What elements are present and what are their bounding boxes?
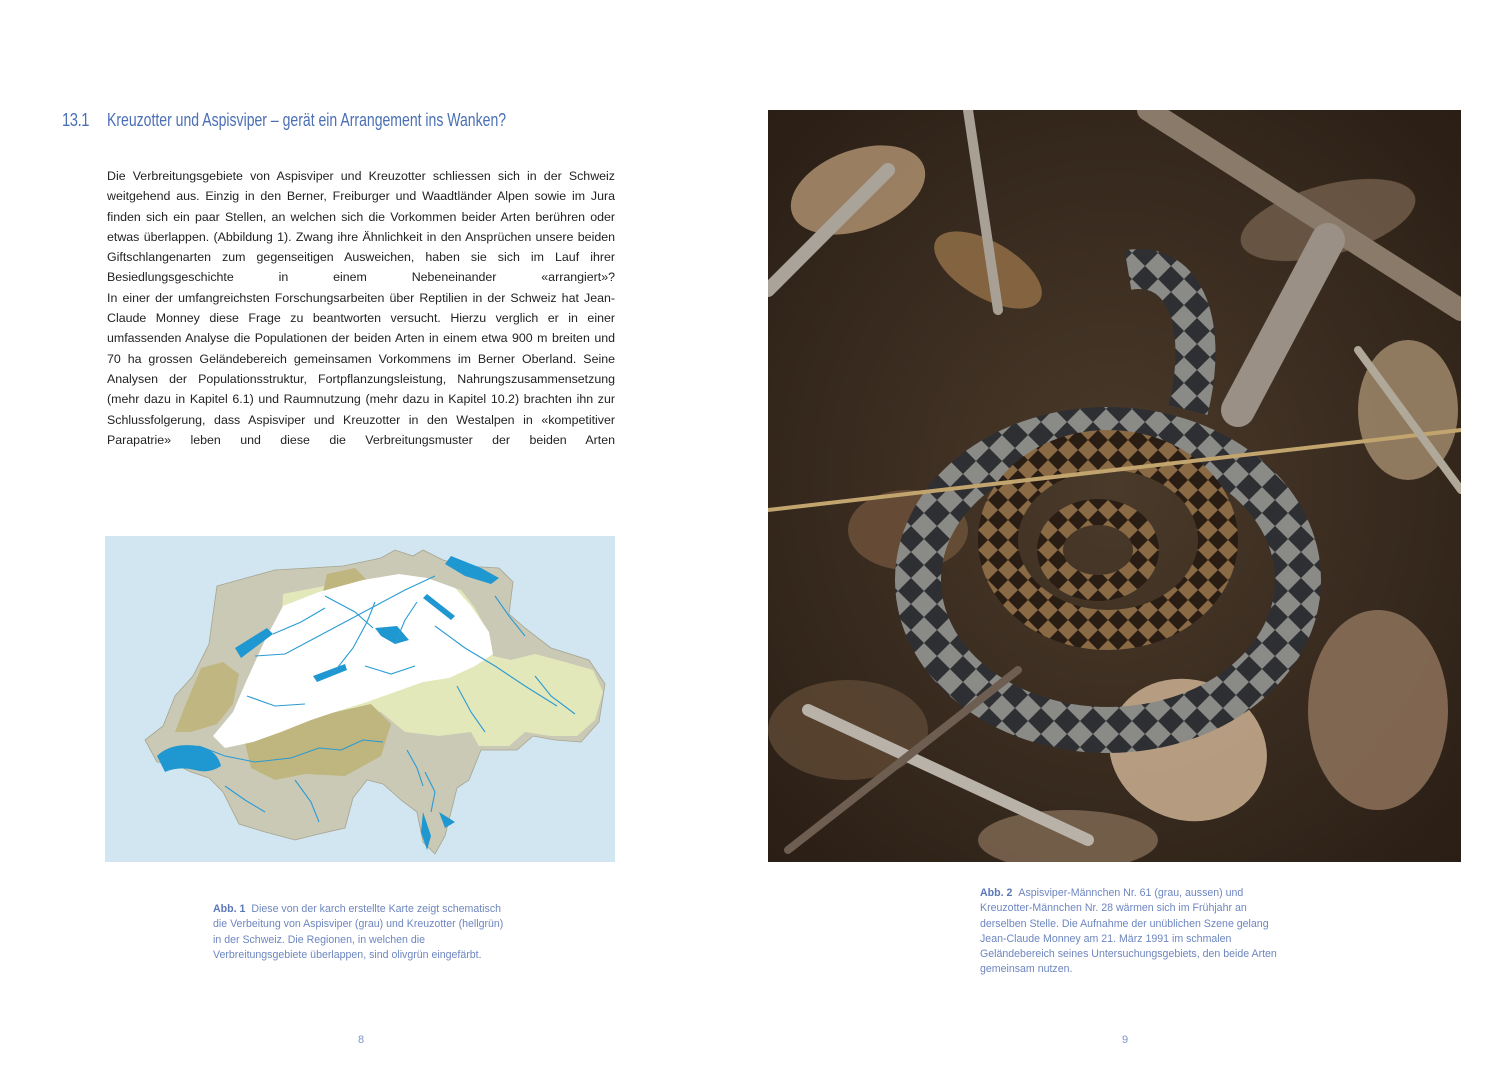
figure-2-caption	[980, 886, 1280, 978]
page-number-right: 9	[1122, 1034, 1129, 1046]
paragraph-1: Die Verbreitungsgebiete von Aspisviper und Kreuzotter schliessen sich in der Schweiz weitgehend aus. Einzig in den Berner, Freiburger und Waadtländer Alpen sowie im Jura finden sich ein paar Stellen, an welchen sich die Vorkommen beider Arten berühren oder etwas überlappen. (Abbildung 1). Zwang ihre Ähnlichkeit in den Ansprüchen unsere beiden Giftschlangenarten zum gegenseitigen Ausweichen, haben sie sich im Lauf ihrer Besiedlungsgeschichte in einem Nebeneinander «arrangiert»?	[107, 169, 615, 285]
figure-2-text: Aspisviper-Männchen Nr. 61 (grau, aussen) und Kreuzotter-Männchen Nr. 28 wärmen sich im Frühjahr an derselben Stelle. Die Aufnahme der unüblichen Szene gelang Jean-Claude Monney am 21. März 1991 im schmalen Geländebereich seines Untersuchungsgebiets, den beide Arten gemeinsam nutzen.	[980, 887, 1277, 976]
figure-1-label: Abb. 1	[213, 903, 246, 915]
right-page	[744, 0, 1488, 1080]
section-title: Kreuzotter und Aspisviper – gerät ein Arrangement ins Wanken?	[107, 110, 507, 130]
figure-2-label: Abb. 2	[980, 887, 1013, 899]
paragraph-2: In einer der umfangreichsten Forschungsarbeiten über Reptilien in der Schweiz hat Jean-Claude Monney diese Frage zu beantworten versucht. Hierzu verglich er in einer umfassenden Analyse die Populationen der beiden Arten in einem etwa 900 m breiten und 70 ha grossen Geländebereich gemeinsamen Vorkommens im Berner Oberland. Seine Analysen der Populationsstruktur, Fortpflanzungsleistung, Nahrungszusammensetzung (mehr dazu in Kapitel 6.1) und Raumnutzung (mehr dazu in Kapitel 10.2) brachten ihn zur Schlussfolgerung, dass Aspisviper und Kreuzotter in den Westalpen in «kompetitiver Parapatrie» leben und diese die Verbreitungsmuster der beiden Arten	[107, 290, 615, 447]
figure-1-caption	[213, 902, 513, 963]
figure-1-text: Diese von der karch erstellte Karte zeigt schematisch die Verbeitung von Aspisviper (grau) und Kreuzotter (hellgrün) in der Schweiz. Die Regionen, in welchen die Verbreitungsgebiete überlappen, sind olivgrün eingefärbt.	[213, 903, 504, 961]
body-text	[107, 166, 615, 450]
snake-photo	[768, 110, 1461, 862]
section-number: 13.1	[62, 110, 90, 130]
page-number-left: 8	[358, 1034, 365, 1046]
switzerland-distribution-map	[105, 536, 615, 862]
